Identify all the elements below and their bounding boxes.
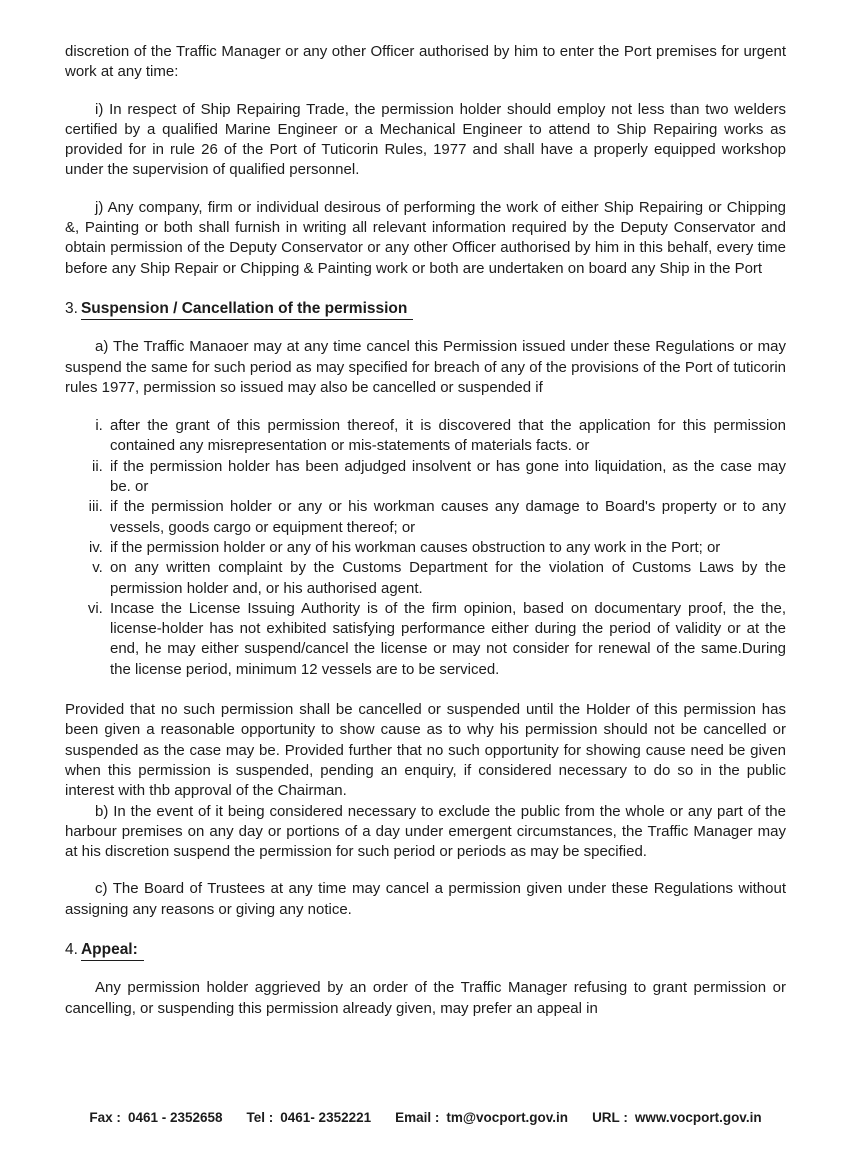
- section-3-heading: [65, 299, 786, 320]
- clause-j-paragraph: j) Any company, firm or individual desirous of performing the work of either Ship Repairing or Chipping &, Painting or both shall furnish in writing all relevant information required by the Deputy Conservator and obtain permission of the Deputy Conservator or any other Officer authorised by him in this behalf, every time before any Ship Repair or Chipping & Painting work or both are undertaken on board any Ship in the Port: [65, 198, 786, 277]
- intro-paragraph: discretion of the Traffic Manager or any other Officer authorised by him to enter the Port premises for urgent work at any time:: [65, 43, 786, 81]
- clause-a-paragraph: a) The Traffic Manaoer may at any time cancel this Permission issued under these Regulations or may suspend the same for such period as may specified for breach of any of the provisions of the Port of tuticorin rules 1977, permission so issued may also be cancelled or suspended if: [65, 338, 786, 396]
- email-label: Email :: [395, 1109, 440, 1125]
- url-value: www.vocport.gov.in: [634, 1109, 762, 1125]
- tel-value: 0461- 2352221: [280, 1109, 372, 1125]
- section-3-number: 3.: [65, 299, 78, 317]
- url-label: URL :: [592, 1109, 628, 1125]
- email-contact: [395, 1108, 568, 1128]
- clause-i-paragraph: i) In respect of Ship Repairing Trade, the permission holder should employ not less than two welders certified by a qualified Marine Engineer or a Mechanical Engineer to attend to Ship Repairing works as provided for in rule 26 of the Port of Tuticorin Rules, 1977 and shall have a properly equipped workshop under the supervision of qualified personnel.: [65, 100, 786, 179]
- clause-c-paragraph: c) The Board of Trustees at any time may cancel a permission given under these Regulations without assigning any reasons or giving any notice.: [65, 880, 786, 918]
- fax-value: 0461 - 2352658: [127, 1109, 223, 1125]
- section-4-heading: [65, 940, 786, 961]
- condition-item-5: v. on any written complaint by the Customs Department for the violation of Customs Laws by the permission holder and, or his authorised agent.: [107, 558, 786, 599]
- condition-item-4: iv. if the permission holder or any of his workman causes obstruction to any work in the Port; or: [107, 538, 786, 558]
- tel-label: Tel :: [246, 1109, 274, 1125]
- condition-item-2: ii. if the permission holder has been adjudged insolvent or has gone into liquidation, as the case may be. or: [107, 457, 786, 498]
- section-4-number: 4.: [65, 940, 78, 958]
- url-contact: [592, 1108, 762, 1128]
- condition-item-6: vi. Incase the License Issuing Authority is of the firm opinion, based on documentary proof, the the, license-holder has not exhibited satisfying performance either during the period of validity or at the end, he may either suspend/cancel the license or may not consider for renewal of the same.During the license period, minimum 12 vessels are to be serviced.: [107, 599, 786, 680]
- condition-item-3: iii. if the permission holder or any or his workman causes any damage to Board's property or to any vessels, goods cargo or equipment thereof; or: [107, 497, 786, 538]
- fax-contact: [89, 1108, 222, 1128]
- proviso-paragraph: Provided that no such permission shall be cancelled or suspended until the Holder of this permission has been given a reasonable opportunity to show cause as to why his permission should not be cancelled or suspended as the case may be. Provided further that no such opportunity for showing cause need be given when this permission is suspended, pending an enquiry, if considered necessary to do so in the public interest with thb approval of the Chairman.: [65, 701, 786, 800]
- suspension-conditions-list: [65, 416, 786, 680]
- section-3-title: Suspension / Cancellation of the permission: [81, 299, 413, 320]
- section-4-title: Appeal:: [81, 940, 144, 961]
- email-value: tm@vocport.gov.in: [446, 1109, 569, 1125]
- tel-contact: [247, 1108, 372, 1128]
- page-footer: [65, 1108, 786, 1128]
- condition-item-1: i. after the grant of this permission thereof, it is discovered that the application for this permission contained any misrepresentation or mis-statements of materials facts. or: [107, 416, 786, 457]
- appeal-paragraph: Any permission holder aggrieved by an order of the Traffic Manager refusing to grant permission or cancelling, or suspending this permission already given, may prefer an appeal in: [65, 979, 786, 1017]
- clause-b-paragraph: b) In the event of it being considered necessary to exclude the public from the whole or any part of the harbour premises on any day or portions of a day under emergent circumstances, the Traffic Manager may at his discretion suspend the permission for such period or periods as may be specified.: [65, 802, 786, 861]
- fax-label: Fax :: [89, 1109, 121, 1125]
